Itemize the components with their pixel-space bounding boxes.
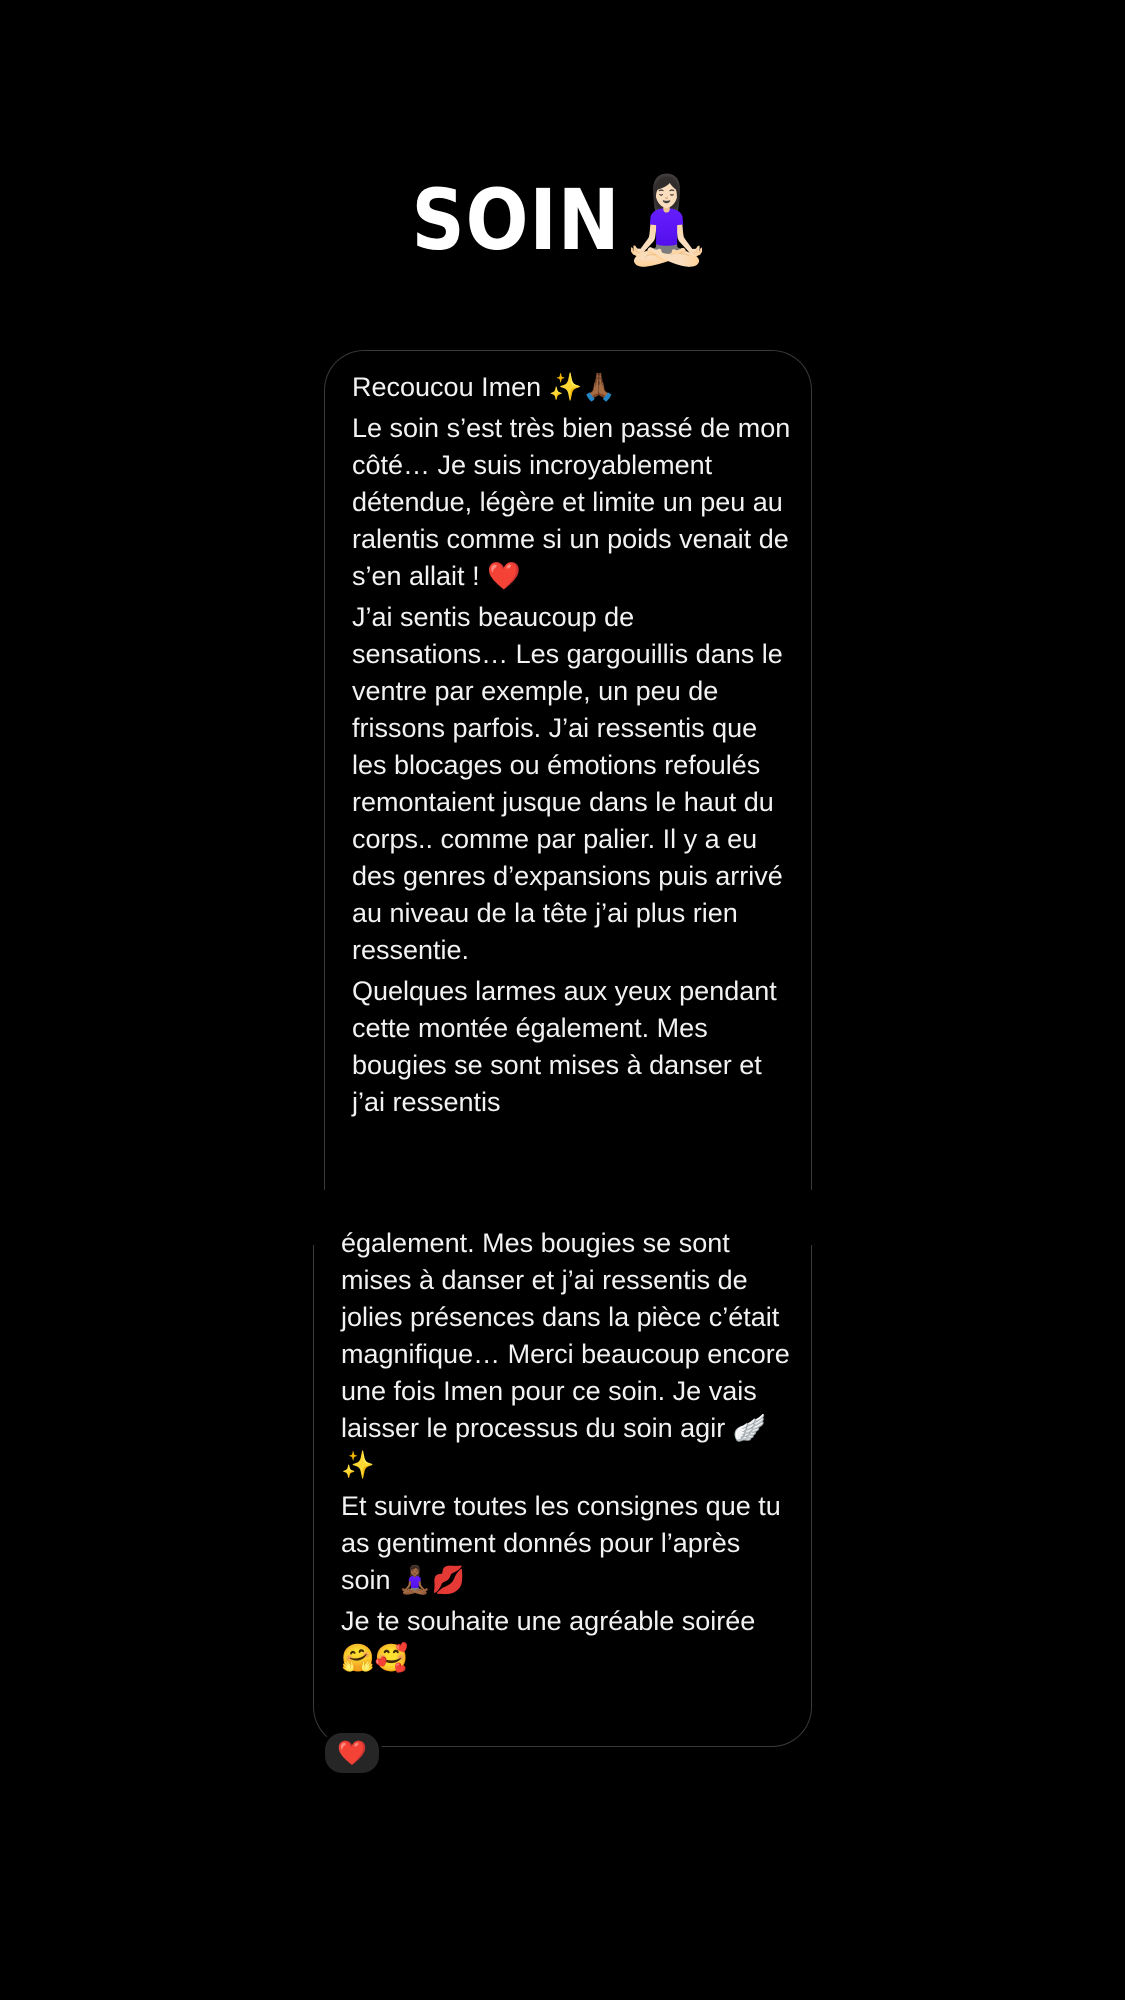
message-line: Et suivre toutes les consignes que tu as gentiment donnés pour l’après soin 🧘🏾‍♀️💋: [341, 1491, 781, 1595]
story-title: SOIN🧘🏻‍♀️: [411, 171, 714, 269]
message-text-bottom: [341, 1225, 791, 1681]
message-line: Quelques larmes aux yeux pendant cette montée également. Mes bougies se sont mises à danser et j’ai ressentis: [352, 976, 777, 1117]
message-line: Le soin s’est très bien passé de mon côté… Je suis incroyablement détendue, légère et limite un peu au ralentis comme si un poids venait de s’en allait ! ❤️: [352, 413, 791, 591]
message-line: J’ai sentis beaucoup de sensations… Les gargouillis dans le ventre par exemple, un peu de frissons parfois. J’ai ressentis que les blocages ou émotions refoulés remontaient jusque dans le haut du corps.. comme par palier. Il y a eu des genres d’expansions puis arrivé au niveau de la tête j’ai plus rien ressentie.: [352, 602, 783, 965]
heart-icon: ❤️: [337, 1739, 367, 1767]
message-text-top: [352, 369, 792, 1125]
message-line: Recoucou Imen ✨🙏🏾: [352, 372, 616, 402]
message-line: également. Mes bougies se sont mises à danser et j’ai ressentis de jolies présences dans la pièce c’était magnifique… Merci beaucoup encore une fois Imen pour ce soin. Je vais laisser le processus du soin agir 🪽 ✨: [341, 1228, 790, 1480]
message-line: Je te souhaite une agréable soirée 🤗🥰: [341, 1606, 756, 1673]
heart-reaction[interactable]: [322, 1730, 382, 1776]
message-bubble-bottom[interactable]: [313, 1228, 812, 1747]
message-bubble-top[interactable]: [324, 350, 812, 1190]
